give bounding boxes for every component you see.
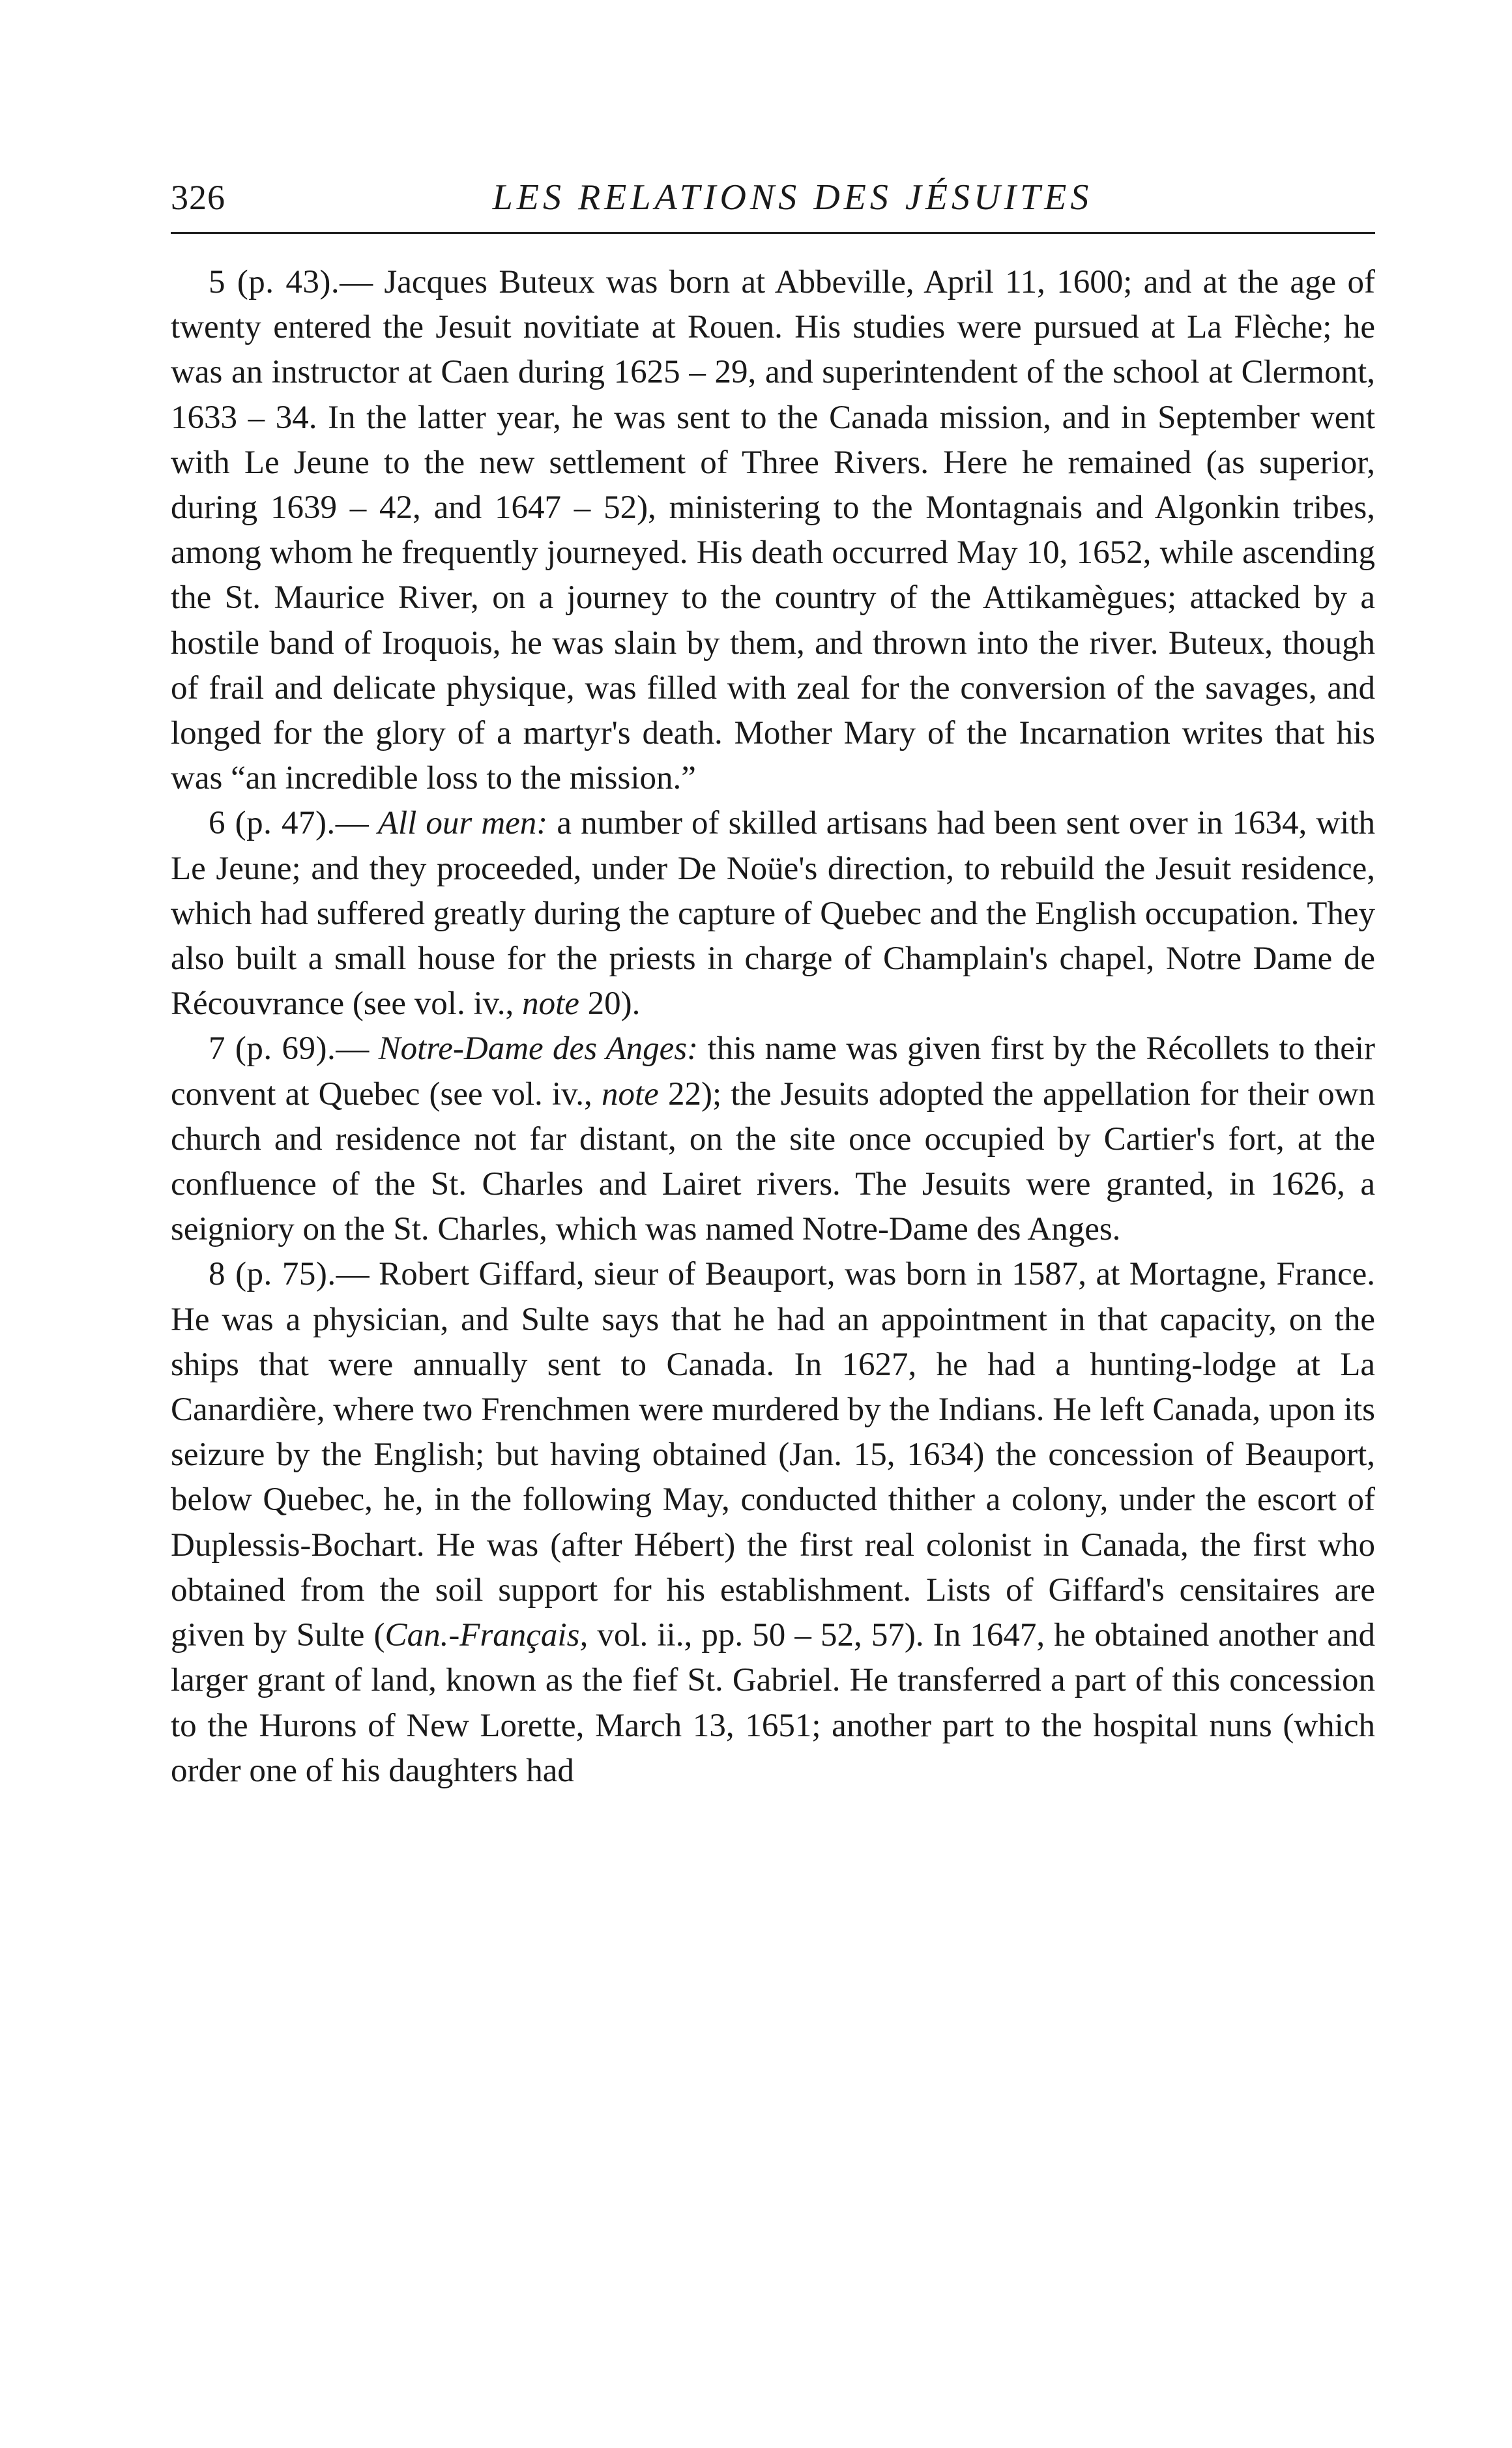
- note-text-after: vol. ii., pp. 50 – 52, 57). In 1647, he obtained another and larger grant of land, known as the fief St. Gabriel. He transferred a part of this concession to the Hurons of New Lorette, March 13, 1651; another part to the hospital nuns (which order one of his daughters had: [171, 1617, 1375, 1789]
- running-title: LES RELATIONS DES JÉSUITES: [492, 177, 1093, 218]
- note-text: — Robert Giffard, sieur of Beauport, was born in 1587, at Mortagne, France. He was a physician, and Sulte says that he had an appointment in that capacity, on the ships that were annually sent to Canada. In 1627, he had a hunting-lodge at La Canardière, where two Frenchmen were murdered by the Indians. He left Canada, upon its seizure by the English; but having obtained (Jan. 15, 1634) the concession of Beauport, below Quebec, he, in the following May, conducted thither a colony, under the escort of Duplessis-Bochart. He was (after Hébert) the first real colonist in Canada, the first who obtained from the soil support for his establishment. Lists of Giffard's censitaires are given by Sulte (: [171, 1256, 1375, 1654]
- note-reference: 5 (p. 43).: [209, 264, 340, 300]
- note-6: 6 (p. 47).— All our men: a number of skilled artisans had been sent over in 1634, with Le Jeune; and they proceeded, under De Noüe's direction, to rebuild the Jesuit residence, which had suffered greatly during the capture of Quebec and the English occupation. They also built a small house for the priests in charge of Champlain's chapel, Notre Dame de Récouvrance (see vol. iv., note 20).: [171, 805, 1376, 1023]
- note-text-after: 22); the Jesuits adopted the appellation for their own church and residence not far distant, on the site once occupied by Cartier's fort, at the confluence of the St. Charles and Lairet rivers. The Jesuits were granted, in 1626, a seigniory on the St. Charles, which was named Notre-Dame des Anges.: [171, 1075, 1375, 1248]
- note-citation: Can.-Français,: [385, 1617, 589, 1654]
- book-page: [171, 168, 1375, 1794]
- note-text: this name was given first by the Récollets to their convent at Quebec (see vol. iv.,: [171, 1030, 1376, 1113]
- note-text: — Jacques Buteux was born at Abbeville, April 11, 1600; and at the age of twenty entered the Jesuit novitiate at Rouen. His studies were pursued at La Flèche; he was an instructor at Caen during 1625 – 29, and superintendent of the school at Clermont, 1633 – 34. In the latter year, he was sent to the Canada mission, and in September went with Le Jeune to the new settlement of Three Rivers. Here he remained (as superior, during 1639 – 42, and 1647 – 52), ministering to the Montagnais and Algonkin tribes, among whom he frequently journeyed. His death occurred May 10, 1652, while ascending the St. Maurice River, on a journey to the country of the Attikamègues; attacked by a hostile band of Iroquois, he was slain by them, and thrown into the river. Buteux, though of frail and delicate physique, was filled with zeal for the conversion of the savages, and longed for the glory of a martyr's death. Mother Mary of the Incarnation writes that his was “an incredible loss to the mission.”: [171, 264, 1375, 797]
- note-citation: note: [522, 985, 579, 1023]
- note-citation: note: [601, 1075, 659, 1113]
- page-header: [171, 168, 1375, 227]
- note-term: Notre-Dame des Anges:: [378, 1030, 699, 1068]
- note-8: [171, 1252, 1375, 1793]
- notes-body: [171, 260, 1375, 1794]
- page-number: 326: [171, 178, 225, 217]
- note-text-after: 20).: [579, 985, 641, 1023]
- note-reference: 7 (p. 69).: [209, 1030, 336, 1068]
- note-7: 7 (p. 69).— Notre-Dame des Anges: this name was given first by the Récollets to their convent at Quebec (see vol. iv., note 22); the Jesuits adopted the appellation for their own church and residence not far distant, on the site once occupied by Cartier's fort, at the confluence of the St. Charles and Lairet rivers. The Jesuits were granted, in 1626, a seigniory on the St. Charles, which was named Notre-Dame des Anges.: [171, 1030, 1376, 1248]
- note-reference: 8 (p. 75).: [209, 1256, 336, 1293]
- note-5: [171, 260, 1375, 801]
- note-reference: 6 (p. 47).: [209, 805, 336, 842]
- header-rule: [171, 232, 1375, 234]
- note-text: a number of skilled artisans had been sent over in 1634, with Le Jeune; and they proceeded, under De Noüe's direction, to rebuild the Jesuit residence, which had suffered greatly during the capture of Quebec and the English occupation. They also built a small house for the priests in charge of Champlain's chapel, Notre Dame de Récouvrance (see vol. iv.,: [171, 805, 1376, 1023]
- note-term: All our men:: [377, 805, 548, 842]
